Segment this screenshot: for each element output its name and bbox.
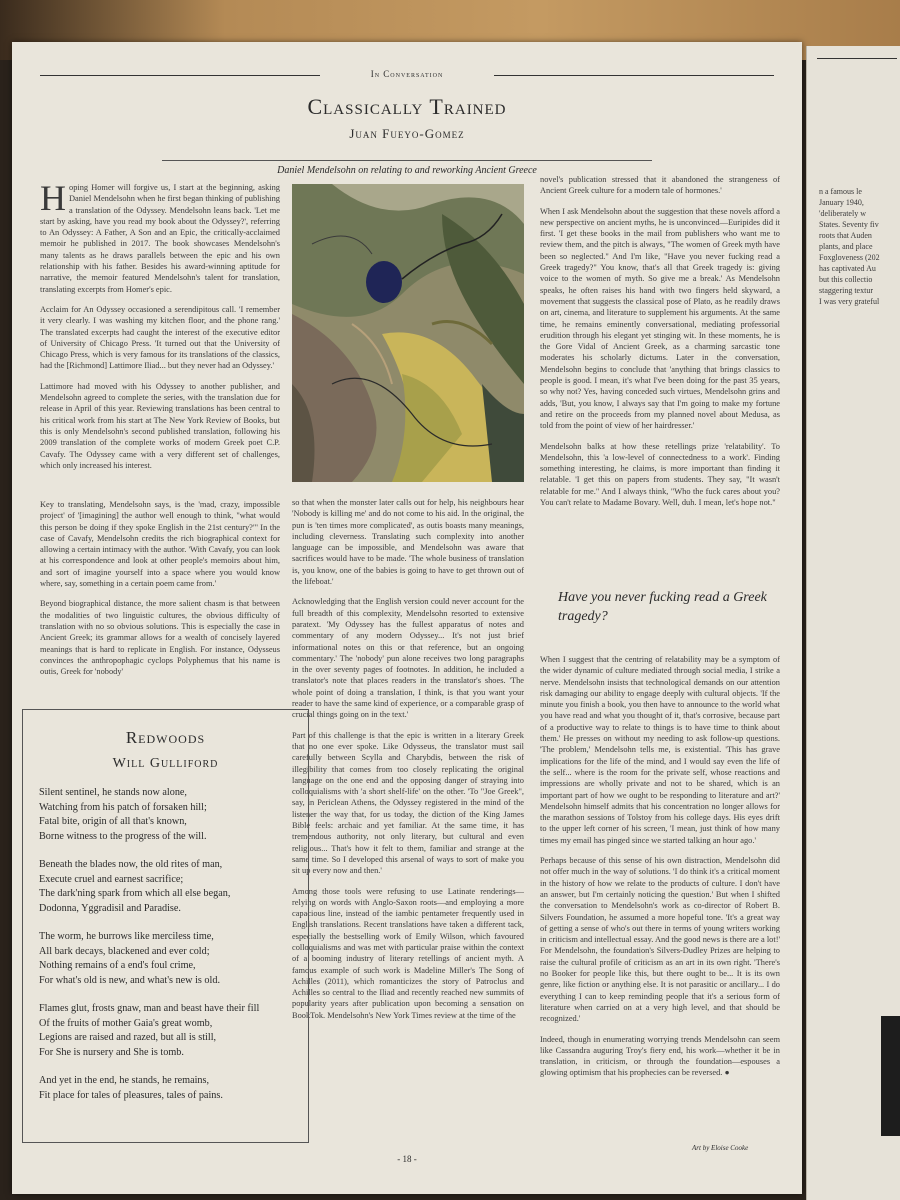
poem-title: Redwoods [125, 728, 206, 747]
paragraph: Key to translating, Mendelsohn says, is the 'mad, crazy, impossible project' of '[imagining] the author well enough to think, "what would this person be doing if they spoke English in the 21st century?"' In the case of Cavafy, Mendelsohn credits the rich biographical context for allowing a certain intimacy with the author. 'With Cavafy, you can look at his correspondence and look at other people's memoirs about him, and sort of imagine yourself into a space where you would know where, say, something in a certain poem came from.' [40, 500, 280, 589]
abstract-painting [292, 184, 524, 482]
paragraph: oping Homer will forgive us, I start at the beginning, asking Daniel Mendelsohn when he first began thinking of publishing a translation of the Odyssey. Mendelsohn leans back. 'Let me start by asking, have you read my book about the Odyssey?', referring to An Odyssey: A Father, A Son and an Epic, the critically-acclaimed memoir he published in 2017. The book showcases Mendelsohn's many talents as he draws parallels between the epic and his own relationship with his father. Besides his award-winning aptitude for narrative, the memoir featured Mendelsohn's talent for translation, translating excerpts from Homer's epic. [40, 183, 280, 294]
paragraph: Acclaim for An Odyssey occasioned a serendipitous call. 'I remember it very clearly. I was washing my kitchen floor, and the phone rang.' The translated excerpts had caught the interest of the executive editor of University of Chicago Press. 'It turned out that the University of Chicago Press, which is very famous for its translations of the classics, had the [Richmond] Lattimore Iliad... but they never had an Odyssey.' [40, 304, 280, 371]
art-credit: Art by Eloise Cooke [692, 1144, 749, 1152]
paragraph: Among those tools were refusing to use Latinate renderings—relying on words with Anglo-Saxon roots—and employing a more capacious line, instead of the iambic pentameter frequently used in English translations. Recent translations have taken a different tack, especially the bestselling work of Emily Wilson, which favoured colloquialisms and was met with particular praise within the context of a booming industry of literary retellings of ancient myth. A famous example of such work is Madeline Miller's The Song of Achilles (2011), which romanticizes the story of Patroclus and Achilles so central to the Iliad and recently reached new summits of popularity years after publication upon becoming a sensation on BookTok. Mendelsohn's New York Times review at the time of the [292, 886, 524, 1020]
facing-line: staggering textur [819, 286, 873, 295]
paragraph: Mendelsohn balks at how these retellings prize 'relatability'. To Mendelsohn, this 'a low-level of connectedness to a work'. Finding something interesting, he claims, is more important than finding it relatable. 'I get this on papers from students. They say, "It wasn't relatable for me." And I always think, "Who the fuck cares about you? You can't relate to Madame Bovary. Well, duh. I mean, let's hope not." [540, 441, 780, 508]
facing-line: 'deliberately w [819, 209, 866, 218]
poem-line: The dark'ning spark from which all else began, [39, 888, 231, 899]
poem-line: Flames glut, frosts gnaw, man and beast have their fill [39, 1003, 260, 1014]
article-column-3-lower [540, 654, 780, 1142]
poem-line: Silent sentinel, he stands now alone, [39, 787, 187, 798]
poem-line: Borne witness to the progress of the will. [39, 830, 207, 842]
paragraph: When I suggest that the centring of relatability may be a symptom of the wider dynamic of culture mediated through social media, I strike a nerve. Mendelsohn insists that technological demands on our attention risk damaging our ability to engage deeply with cultural objects. 'If the minute you finish a book, you then have to announce to the world what you have read and what you thought of it, that's corrosive, because part of a productive way to relate to things is to have time to think about them.' He presses on without my needing to ask follow-up questions. 'The problem,' Mendelsohn tells me, is existential. 'This has grave implications for the life of the mind, and I would say even the life of the self... where is the room for the private self, whose reactions and impressions are wholly private and not to be shared, which is an important part of how we ought to be responding to literature and art?' Mendelsohn himself admits that his concentration no longer allows for the marathon sessions of Tolstoy from his college days. His eyes drift to the upper left corner of his screen, 'I mean, just think of how many times my email has pinged since we started talking an hour ago.' [540, 655, 780, 845]
facing-line: has captivated Au [819, 264, 876, 273]
facing-line: I was very grateful [819, 297, 880, 306]
facing-page-photo [881, 1016, 900, 1136]
poem-stanza [39, 1074, 292, 1103]
poem-stanza [39, 786, 292, 844]
facing-line: Foxgloveness (202 [819, 253, 880, 262]
facing-page-text [819, 186, 899, 316]
poem-line: Execute cruel and earnest sacrifice; [39, 873, 184, 885]
poem-line: Fit place for tales of pleasures, tales of pains. [39, 1089, 223, 1101]
article-column-1-lower [40, 499, 280, 707]
paragraph: so that when the monster later calls out for help, his neighbours hear 'Nobody is killing me' and do not come to his aid. In the original, the pun is 'ten times more complicated', as outis boasts many meanings, including cleverness. Translating such complexity into another language can be impossible, and Mendelsohn was aware that sacrifices would have to be made. 'The whole business of translation is, you know, one of the babies is going to have to get thrown out of the lifeboat.' [292, 498, 524, 587]
poem-line: For what's old is new, and what's new is old. [39, 974, 220, 986]
poem-stanza [39, 858, 292, 916]
facing-line: roots that Auden [819, 231, 872, 240]
pull-quote: Have you never fucking read a Greek tragedy? [558, 590, 767, 624]
paragraph: When I ask Mendelsohn about the suggestion that these novels afford a new perspective on ancient myths, he is unconvinced—Euripides did it first. 'I get these books in the mail from publishers who want me to review them, and the pitch is always, "The women of Greek myth have been so neglected." And I'm like, "Have you never fucking read a Greek tragedy?" You know, that's all that Greek tragedy is: giving voice to the women of myth. So give me a break.' As Mendelsohn speaks, he often raises his hand with two fingers held skyward, a movement that suggests the classical pose of Plato, as he readily draws on art, cinema, and literature to supplement his arguments. At the same time, he remains eminently conversational, mediating professorial erudition through his elegant yet stinging wit. In these moments, he is the Gore Vidal of Ancient Greek, as a charming sarcastic tone moderates his scholarly dictums. Later in the conversation, Mendelsohn begins to conclude that 'anything that brings classics to people is good. I mean, it's what I've been doing for the past 35 years, so why not? Yes, having conceded such virtues, Mendelsohn grins and adds, 'But, you know, I always say that I'm going to make my fortune and retire on the proceeds from my planned novel about Medusa, as told from the point of view of her hairdresser.' [540, 206, 780, 431]
facing-line: n a famous le [819, 187, 862, 196]
paragraph: Beyond biographical distance, the more salient chasm is that between the modalities of two linguistic cultures, the obvious difficulty of translation with no so obvious solutions. This is especially the case in Ancient Greek; its grammar allows for a wealth of concisely layered meanings that is hard to replicate in English. For instance, Odysseus convinces the anthropophagic cyclops Polyphemus that his name is outis, Greek for 'nobody' [40, 599, 280, 677]
article-title: Classically Trained [307, 94, 507, 119]
poem-line: The worm, he burrows like merciless time, [39, 931, 214, 942]
section-tag: In Conversation [370, 69, 444, 79]
poem-line: For She is nursery and She is tomb. [39, 1046, 184, 1058]
poem-box [22, 709, 309, 1143]
facing-line: but this collectio [819, 275, 873, 284]
facing-page [806, 46, 900, 1200]
poem-stanza [39, 1002, 292, 1060]
facing-line: January 1940, [819, 198, 864, 207]
article-standfirst: Daniel Mendelsohn on relating to and reworking Ancient Greece [162, 160, 652, 176]
page-number: - 18 - [397, 1154, 417, 1164]
article-column-3 [540, 174, 780, 584]
poem-line: Fatal bite, origin of all that's known, [39, 816, 187, 827]
poem-line: Beneath the blades now, the old rites of man, [39, 859, 223, 870]
paragraph: Perhaps because of this sense of his own distraction, Mendelsohn did not offer much in the way of solutions. 'I do think it's a critical moment in the history of how we relate to the products of culture. I don't have an answer, but I'm certainly noticing the question.' But when I shifted the conversation to Mendelsohn's work as co-director of Robert B. Silvers Foundation, he assumed a more hopeful tone. 'It's a great way of getting a sense of who's out there in terms of young writers working in criticism and intellectual essay. And the good news is there are a lot!' For Mendelsohn, the foundation's Silvers-Dudley Prizes are helping to raise the cultural profile of criticism as an art in its own right. 'There's no Booker for people like this, but there ought to be... It is its own genre, like fiction or anything else. It is not parasitic or ancillary... I do everything I can to keep reminding people that it's a serious form of literature when carried on at a very high level, and that should be recognized.' [540, 856, 780, 1024]
paragraph: Lattimore had moved with his Odyssey to another publisher, and Mendelsohn agreed to complete the series, with the translation due for release in April of this year. Reviewing translations has been central to his critical work from his start at The New York Review of Books, but this is only Mendelsohn's second published translation, following his 2009 translation of the complete works of modern Greek poet C.P. Cavafy. The Odyssey came with a very different set of challenges, which only increased his interest. [40, 381, 280, 470]
poem-line: All bark decays, blackened and ever cold; [39, 945, 210, 957]
poem-line: Nothing remains of a end's foul crime, [39, 960, 196, 971]
poem-line: Dodonna, Yggradisil and Paradise. [39, 902, 181, 914]
artwork-illustration [292, 184, 524, 482]
poem-line: Of the fruits of mother Gaia's great womb, [39, 1017, 213, 1029]
facing-line: plants, and place [819, 242, 873, 251]
paragraph: Indeed, though in enumerating worrying trends Mendelsohn can seem like Cassandra auguring Troy's fiery end, his work—whether it be in translation, in criticism, or through the foundation—espouses a glowing optimism that his prophecies can be reversed. [540, 1034, 780, 1078]
poem-line: And yet in the end, he stands, he remains, [39, 1075, 210, 1086]
article-column-2 [292, 497, 524, 1142]
paragraph: novel's publication stressed that it abandoned the strangeness of Ancient Greek culture for a modern tale of hormones.' [540, 175, 780, 196]
article-byline: Juan Fueyo-Gomez [349, 126, 465, 141]
poem-line: Watching from his patch of forsaken hill; [39, 801, 207, 813]
poem-line: Legions are raised and razed, but all is still, [39, 1032, 217, 1043]
end-mark: ● [724, 1068, 730, 1078]
facing-line: States. Seventy fiv [819, 220, 879, 229]
paragraph: Part of this challenge is that the epic is written in a literary Greek that no one ever spoke. Like Odysseus, the translator must sail carefully between Scylla and Charybdis, between the risk of illegibility that comes from too closely replicating the original language on the one end and the opposing danger of straying into colloquialisms with 'a short shelf-life' on the other. 'To "Joe Greek", say, in Periclean Athens, the Odyssey registered in the mind of the listener the way that, for us today, the diction of the King James Bible feels: archaic and yet familiar. At the same time, it has tremendous authority, not only literary, but cultural and even religious... That's how it felt to them, familiar and strange at the same time. So I developed this arsenal of ways to sort of make you sit up every now and then.' [292, 730, 524, 876]
drop-cap: H [40, 182, 66, 218]
paragraph: Acknowledging that the English version could never account for the full breadth of this complexity, Mendelsohn resorted to extensive paratext. 'My Odyssey has the fullest apparatus of notes and commentary of any modern Odyssey... It's not just brief informational notes on this or that reference, but an ongoing commentary.' The 'nobody' pun alone receives two long paragraphs in the over seventy pages of footnotes. In addition, he included a translator's note that places readers in the translator's shoes. 'The whole point of doing a translation, I think, is that you want your reader to have the same kind of experience, or a comparable grasp of crucial things going on in the text.' [292, 597, 524, 720]
facing-header-rule [817, 58, 897, 59]
poem-author: Will Gulliford [112, 756, 219, 771]
poem-stanza [39, 930, 292, 988]
magazine-page [12, 42, 802, 1194]
